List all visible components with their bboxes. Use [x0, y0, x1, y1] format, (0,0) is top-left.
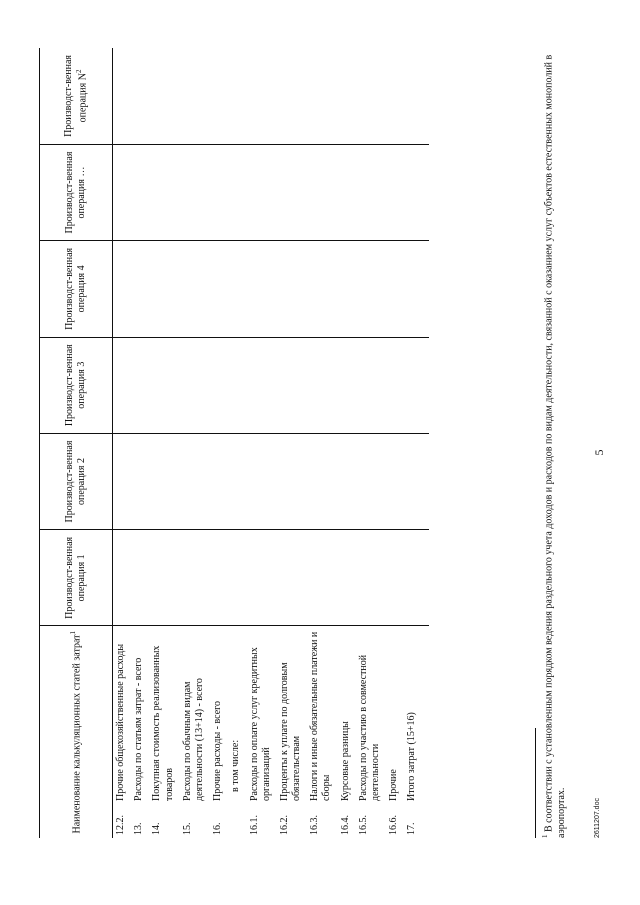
operation-cell [386, 144, 404, 240]
operation-cell [356, 241, 386, 337]
table-row [113, 48, 132, 838]
operation-cell [307, 530, 337, 626]
operation-cell [210, 144, 228, 240]
operation-cell [338, 433, 356, 529]
row-number: 16.5. [357, 815, 369, 835]
table-header-row [40, 48, 113, 838]
operation-cell [307, 433, 337, 529]
header-operation-2: Производст-венная операция 2 [40, 433, 113, 529]
operation-cell [180, 433, 210, 529]
operation-cell [404, 337, 428, 433]
operation-cell [210, 530, 228, 626]
operation-cell [113, 530, 132, 626]
operation-cell [247, 241, 277, 337]
operation-cell [338, 337, 356, 433]
operation-cell [113, 241, 132, 337]
footnote-mark: 1 [68, 630, 77, 635]
table-row [228, 48, 246, 838]
operation-cell [210, 337, 228, 433]
table-body [113, 48, 429, 838]
operation-cell [228, 433, 246, 529]
operation-cell [247, 433, 277, 529]
row-label: в том числе: [230, 739, 242, 792]
operation-cell [356, 144, 386, 240]
table-row [180, 48, 210, 838]
operation-cell [149, 144, 179, 240]
table-row [338, 48, 356, 838]
operation-cell [386, 530, 404, 626]
operation-cell [404, 241, 428, 337]
operation-cell [113, 144, 132, 240]
header-operation-n [40, 48, 113, 144]
operation-cell [180, 241, 210, 337]
operation-cell [210, 433, 228, 529]
operation-cell [247, 530, 277, 626]
table-row [210, 48, 228, 838]
operation-cell [277, 241, 307, 337]
operation-cell [386, 48, 404, 144]
header-operation-3: Производст-венная операция 3 [40, 337, 113, 433]
operation-cell [228, 144, 246, 240]
table-row [131, 48, 149, 838]
operation-cell [113, 433, 132, 529]
footnote [541, 38, 568, 838]
row-label: Итого затрат (15+16) [406, 712, 418, 801]
operation-cell [386, 241, 404, 337]
operation-cell [404, 530, 428, 626]
operation-cell [338, 241, 356, 337]
operation-cell [338, 144, 356, 240]
operation-cell [180, 48, 210, 144]
operation-cell [228, 530, 246, 626]
table-row [307, 48, 337, 838]
table-row [356, 48, 386, 838]
row-label: Курсовые разницы [339, 721, 351, 801]
row-label: Прочие [388, 769, 400, 801]
row-number: 16.1. [248, 815, 260, 835]
row-label: Расходы по обычным видам деятельности (13+14) - всего [181, 678, 205, 801]
operation-cell [307, 144, 337, 240]
document-id: 2611207.doc [594, 798, 601, 838]
row-number: 14. [151, 822, 163, 835]
operation-cell [307, 241, 337, 337]
operation-cell [228, 241, 246, 337]
operation-cell [228, 48, 246, 144]
header-operation-etc: Производст-венная операция … [40, 144, 113, 240]
row-label: Прочие расходы - всего [212, 700, 224, 801]
row-label: Расходы по участию в совместной деятельности [357, 654, 381, 801]
row-number: 13. [133, 822, 145, 835]
operation-cell [131, 433, 149, 529]
header-name-label: Наименование калькуляционных статей затрат [71, 634, 83, 834]
header-operation-1: Производст-венная операция 1 [40, 530, 113, 626]
operation-cell [180, 337, 210, 433]
header-operation-n-label: Производст-венная операция N [62, 54, 89, 137]
operation-cell [113, 48, 132, 144]
operation-cell [247, 337, 277, 433]
operation-cell [356, 48, 386, 144]
row-number: 16.2. [278, 815, 290, 835]
operation-cell [149, 530, 179, 626]
row-number: 16. [212, 822, 224, 835]
row-label: Прочие общехозяйственные расходы [115, 643, 126, 801]
row-number [228, 804, 246, 838]
operation-cell [210, 241, 228, 337]
cost-calculation-table [39, 48, 429, 838]
operation-cell [149, 241, 179, 337]
operation-cell [180, 530, 210, 626]
operation-cell [386, 337, 404, 433]
operation-cell [404, 144, 428, 240]
row-number: 15. [181, 822, 193, 835]
row-number: 16.3. [309, 815, 321, 835]
operation-cell [131, 337, 149, 433]
operation-cell [131, 241, 149, 337]
operation-cell [113, 337, 132, 433]
row-label: Расходы по оплате услуг кредитных организаций [248, 647, 272, 801]
table-row [277, 48, 307, 838]
row-label: Налоги и иные обязательные платежи и сборы [309, 631, 333, 801]
row-number: 16.4. [339, 815, 351, 835]
footnote-number: 1 [541, 834, 549, 838]
operation-cell [404, 48, 428, 144]
operation-cell [277, 144, 307, 240]
operation-cell [307, 337, 337, 433]
operation-cell [149, 337, 179, 433]
table-row [404, 48, 428, 838]
operation-cell [356, 530, 386, 626]
table-row [247, 48, 277, 838]
operation-cell [307, 48, 337, 144]
header-operation-4: Производст-венная операция 4 [40, 241, 113, 337]
row-label: Покупная стоимость реализованных товаров [151, 645, 175, 801]
operation-cell [356, 337, 386, 433]
operation-cell [131, 48, 149, 144]
operation-cell [131, 530, 149, 626]
table-row [386, 48, 404, 838]
operation-cell [386, 433, 404, 529]
operation-cell [149, 48, 179, 144]
operation-cell [338, 530, 356, 626]
operation-cell [277, 433, 307, 529]
operation-cell [228, 337, 246, 433]
footnote-mark-2: 2 [74, 69, 83, 74]
operation-cell [277, 337, 307, 433]
header-cost-item-name [40, 626, 113, 838]
operation-cell [180, 144, 210, 240]
row-number: 12.2. [115, 815, 126, 835]
operation-cell [210, 48, 228, 144]
operation-cell [131, 144, 149, 240]
operation-cell [338, 48, 356, 144]
footnote-divider [535, 728, 536, 838]
page-number: 5 [592, 449, 606, 456]
row-number: 17. [406, 822, 418, 835]
row-label: Проценты к уплате по долговым обязательствам [278, 662, 303, 801]
row-number: 16.6. [388, 815, 400, 835]
operation-cell [404, 433, 428, 529]
operation-cell [149, 433, 179, 529]
operation-cell [277, 530, 307, 626]
operation-cell [247, 144, 277, 240]
footnote-text: В соответствии с установленным порядком ведения раздельного учета доходов и расходов по видам деятельности, связанной с оказанием услуг субъектов естественных монополий в аэропортах. [543, 54, 567, 838]
operation-cell [277, 48, 307, 144]
row-label: Расходы по статьям затрат - всего [133, 657, 145, 801]
operation-cell [356, 433, 386, 529]
operation-cell [247, 48, 277, 144]
table-row [149, 48, 179, 838]
